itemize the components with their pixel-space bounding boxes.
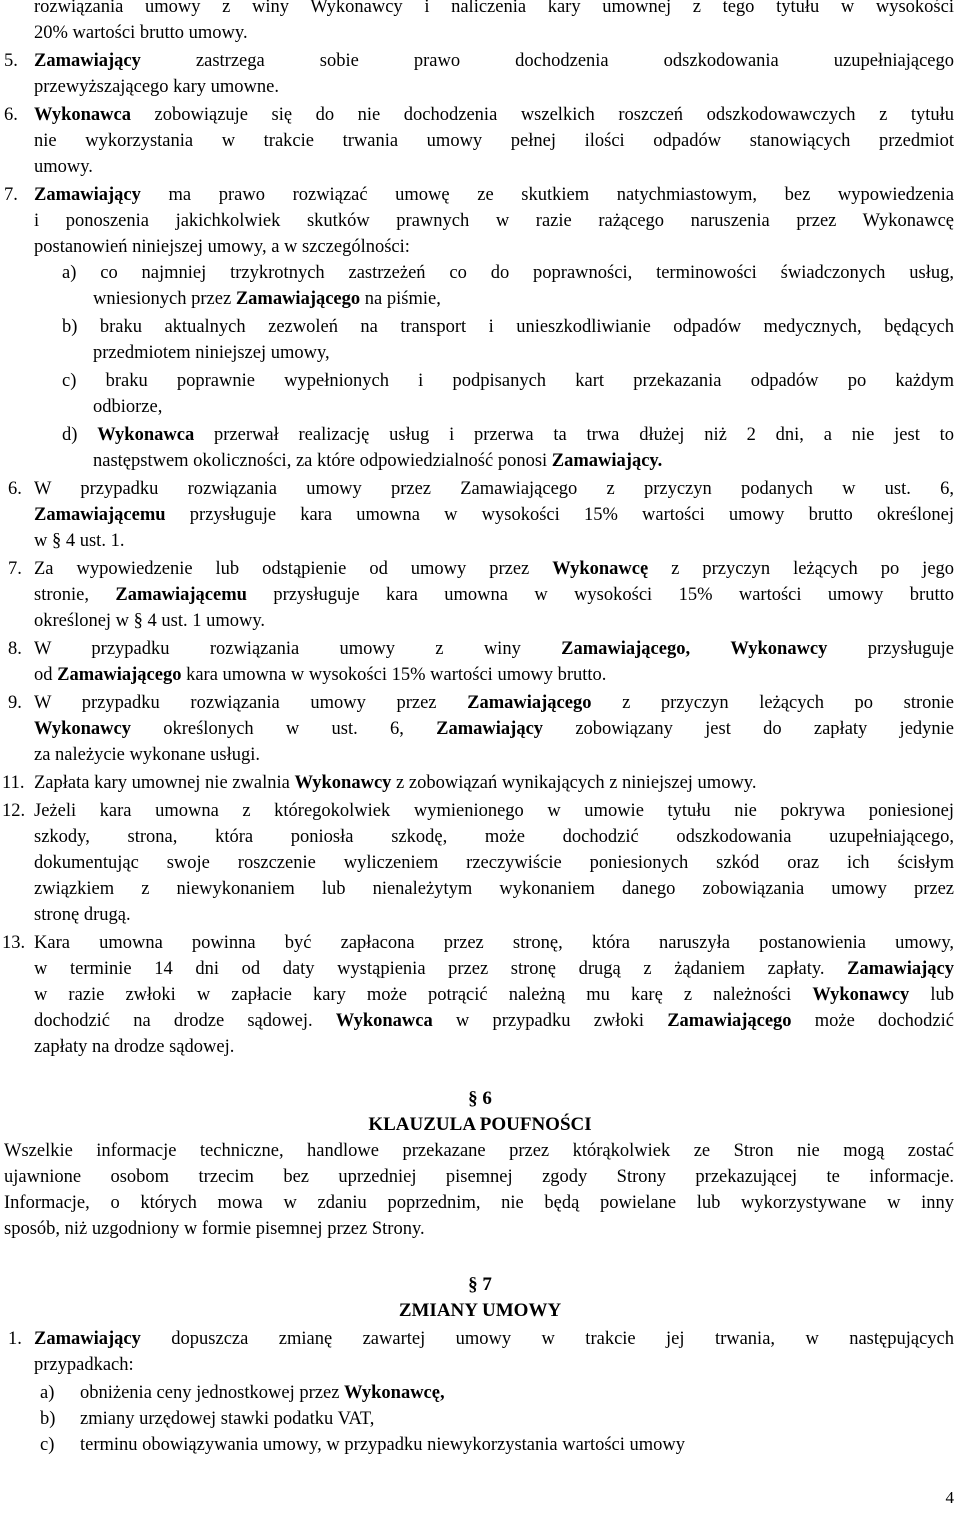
text-span: przysługuje kara umowna w wysokości 15% wartości umowy brutto xyxy=(273,585,955,605)
text-span: przypadkach: xyxy=(34,1355,134,1375)
text-span: W przypadku rozwiązania umowy przez Zamawiającego z przyczyn podanych w ust. 6, xyxy=(34,479,954,499)
text-span: zobowiązany jest do zapłaty jedynie xyxy=(575,719,955,739)
bold-term: Wykonawcy xyxy=(34,719,131,739)
text-span: w przypadku zwłoki xyxy=(455,1011,645,1031)
text-span: określonej w § 4 ust. 1 umowy. xyxy=(34,611,266,631)
text-line xyxy=(80,1432,685,1458)
bold-term: Wykonawcy xyxy=(730,639,828,659)
text-line xyxy=(4,1190,954,1216)
item-number: 6. xyxy=(8,479,22,499)
text-span: Kara umowna powinna być zapłacona przez stronę, która naruszyła postanowienia umowy, xyxy=(34,933,954,953)
bold-term: Zamawiającemu xyxy=(34,505,166,525)
text-span: W przypadku rozwiązania umowy przez xyxy=(34,693,437,713)
text-span: postanowień niniejszej umowy, a w szczególności: xyxy=(34,237,410,257)
text-span: następstwem okoliczności, za które odpowiedzialność ponosi xyxy=(93,451,548,471)
bold-term: Wykonawca xyxy=(335,1011,433,1031)
text-span: dochodzić na drodze sądowej. xyxy=(34,1011,313,1031)
text-line xyxy=(34,982,954,1008)
text-span: umowy. xyxy=(34,157,93,177)
bold-term: Zamawiającego xyxy=(667,1011,792,1031)
item-letter: a) xyxy=(40,1383,55,1403)
text-line xyxy=(34,690,954,716)
text-line xyxy=(34,636,954,662)
text-line xyxy=(34,182,954,208)
text-line xyxy=(34,234,410,260)
text-span: z przyczyn leżących po stronie xyxy=(622,693,955,713)
bold-term: Zamawiającemu xyxy=(115,585,247,605)
bold-term: Wykonawcę, xyxy=(344,1383,445,1403)
text-line xyxy=(80,1406,374,1432)
text-line xyxy=(34,528,124,554)
text-span: nie wykorzystania w trakcie trwania umowy pełnej ilości odpadów stanowiących przedmiot xyxy=(34,131,954,151)
text-line xyxy=(93,394,162,420)
text-line xyxy=(34,74,279,100)
text-line xyxy=(34,476,954,502)
bold-term: Wykonawcę xyxy=(552,559,649,579)
item-number: 13. xyxy=(2,933,26,953)
text-span: kara umowna w wysokości 15% wartości umowy brutto. xyxy=(186,665,607,685)
text-line xyxy=(4,1138,954,1164)
text-span: a) co najmniej trzykrotnych zastrzeżeń co do poprawności, terminowości świadczonych usług, xyxy=(62,263,954,283)
text-span: b) braku aktualnych zezwoleń na transport i unieszkodliwianie odpadów medycznych, będących xyxy=(62,317,954,337)
text-span: d) xyxy=(62,425,78,445)
text-span: z zobowiązań wynikających z niniejszej umowy. xyxy=(396,773,757,793)
text-line xyxy=(34,1326,954,1352)
text-span: terminu obowiązywania umowy, w przypadku niewykorzystania wartości umowy xyxy=(80,1435,686,1455)
item-number: 6. xyxy=(4,105,18,125)
bold-term: Zamawiającego, xyxy=(561,639,691,659)
text-line xyxy=(34,20,248,46)
text-span: wniesionych przez xyxy=(93,289,232,309)
text-span: 20% wartości brutto umowy. xyxy=(34,23,248,43)
text-line xyxy=(34,716,954,742)
text-span: dokumentując swoje roszczenie wyliczeniem rzeczywiście poniesionych szkód oraz ich ścisłym xyxy=(34,853,954,873)
item-number: 5. xyxy=(4,51,18,71)
text-span: Jeżeli kara umowna z któregokolwiek wymienionego w umowie tytułu nie pokrywa poniesionej xyxy=(34,801,954,821)
text-span: Zapłata kary umownej nie zwalnia xyxy=(34,773,290,793)
text-span: w terminie 14 dni od daty wystąpienia przez stronę drugą z żądaniem zapłaty. xyxy=(34,959,825,979)
text-line xyxy=(34,770,756,796)
text-span: odbiorze, xyxy=(93,397,163,417)
text-line xyxy=(62,260,954,286)
section-title: KLAUZULA POUFNOŚCI xyxy=(368,1114,592,1135)
item-number: 8. xyxy=(8,639,22,659)
bold-term: Wykonawcy xyxy=(812,985,910,1005)
item-number: 9. xyxy=(8,693,22,713)
text-line xyxy=(34,154,93,180)
bold-term: Zamawiającego xyxy=(57,665,182,685)
text-span: ma prawo rozwiązać umowę ze skutkiem natychmiastowym, bez wypowiedzenia xyxy=(168,185,954,205)
text-span: zobowiązuje się do nie dochodzenia wszelkich roszczeń odszkodowawczych z tytułu xyxy=(154,105,955,125)
text-span: sposób, niż uzgodniony w formie pisemnej przez Strony. xyxy=(4,1219,425,1239)
text-line xyxy=(34,824,954,850)
item-number: 11. xyxy=(2,773,25,793)
bold-term: Wykonawcy xyxy=(294,773,392,793)
item-number: 7. xyxy=(8,559,22,579)
text-span: od xyxy=(34,665,53,685)
section-title: ZMIANY UMOWY xyxy=(398,1300,562,1321)
item-number: 1. xyxy=(8,1329,22,1349)
text-span: może dochodzić xyxy=(814,1011,954,1031)
text-span: stronę drugą. xyxy=(34,905,131,925)
bold-term: Zamawiający xyxy=(34,51,141,71)
text-line xyxy=(34,128,954,154)
text-span: W przypadku rozwiązania umowy z winy xyxy=(34,639,521,659)
text-span: zastrzega sobie prawo dochodzenia odszkodowania uzupełniającego xyxy=(195,51,954,71)
text-line xyxy=(34,208,954,234)
page-number: 4 xyxy=(945,1488,954,1507)
text-line xyxy=(4,1164,954,1190)
section-heading: § 7 xyxy=(468,1274,492,1295)
bold-term: Wykonawca xyxy=(97,425,195,445)
text-line xyxy=(93,286,441,312)
section-heading: § 6 xyxy=(468,1088,492,1109)
bold-term: Zamawiający. xyxy=(551,451,663,471)
text-span: za należycie wykonane usługi. xyxy=(34,745,261,765)
item-letter: c) xyxy=(40,1435,55,1455)
text-span: szkody, strona, która poniosła szkodę, może dochodzić odszkodowania uzupełniającego, xyxy=(34,827,954,847)
text-line xyxy=(34,502,954,528)
text-line xyxy=(34,850,954,876)
text-span: przysługuje kara umowna w wysokości 15% wartości umowy brutto określonej xyxy=(189,505,954,525)
bold-term: Zamawiającego xyxy=(467,693,592,713)
text-span: na piśmie, xyxy=(364,289,441,309)
text-line xyxy=(93,340,330,366)
item-letter: b) xyxy=(40,1409,56,1429)
text-line xyxy=(34,608,265,634)
text-span: zapłaty na drodze sądowej. xyxy=(34,1037,235,1057)
text-line xyxy=(34,102,954,128)
text-span: przedmiotem niniejszej umowy, xyxy=(93,343,330,363)
text-span: rozwiązania umowy z winy Wykonawcy i naliczenia kary umownej z tego tytułu w wysokości xyxy=(34,0,954,17)
text-span: przerwał realizację usług i przerwa ta trwa dłużej niż 2 dni, a nie jest to xyxy=(214,425,955,445)
bold-term: Zamawiający xyxy=(436,719,544,739)
text-line xyxy=(34,876,954,902)
text-span: dopuszcza zmianę zawartej umowy w trakcie jej trwania, w następujących xyxy=(171,1329,955,1349)
bold-term: Zamawiający xyxy=(34,1329,141,1349)
text-span: Informacje, o których mowa w zdaniu poprzednim, nie będą powielane lub wykorzystywane w inny xyxy=(4,1193,954,1213)
text-line xyxy=(34,1034,234,1060)
text-span: i ponoszenia jakichkolwiek skutków prawnych w razie rażącego naruszenia przez Wykonawcę xyxy=(34,211,954,231)
text-line xyxy=(4,1216,425,1242)
text-line xyxy=(34,742,260,768)
text-line xyxy=(34,662,606,688)
text-line xyxy=(34,582,954,608)
item-number: 12. xyxy=(2,801,26,821)
text-span: stronie, xyxy=(34,585,89,605)
text-span: c) braku poprawnie wypełnionych i podpisanych kart przekazania odpadów po każdym xyxy=(62,371,954,391)
text-span: określonych w ust. 6, xyxy=(163,719,404,739)
text-line xyxy=(62,422,954,448)
text-span: w razie zwłoki w zapłacie kary może potrącić należną mu karę z należności xyxy=(34,985,792,1005)
bold-term: Zamawiający xyxy=(34,185,141,205)
text-span: przysługuje xyxy=(867,639,955,659)
text-line xyxy=(62,368,954,394)
text-line xyxy=(62,314,954,340)
text-line xyxy=(34,1352,134,1378)
text-span: Za wypowiedzenie lub odstąpienie od umowy przez xyxy=(34,559,530,579)
text-span: z przyczyn leżących po jego xyxy=(671,559,955,579)
text-span: w § 4 ust. 1. xyxy=(34,531,125,551)
text-line xyxy=(93,448,662,474)
text-span: związkiem z niewykonaniem lub nienależytym wykonaniem danego zobowiązania umowy przez xyxy=(34,879,954,899)
bold-term: Zamawiający xyxy=(847,959,955,979)
text-span: przewyższającego kary umowne. xyxy=(34,77,280,97)
text-line xyxy=(80,1380,445,1406)
text-line xyxy=(34,930,954,956)
text-line xyxy=(34,556,954,582)
item-number: 7. xyxy=(4,185,18,205)
text-line xyxy=(34,0,954,20)
text-span: lub xyxy=(930,985,955,1005)
text-line xyxy=(34,798,954,824)
text-span: zmiany urzędowej stawki podatku VAT, xyxy=(80,1409,375,1429)
text-span: obniżenia ceny jednostkowej przez xyxy=(80,1383,340,1403)
text-line xyxy=(34,956,954,982)
text-line xyxy=(34,1008,954,1034)
bold-term: Zamawiającego xyxy=(235,289,361,309)
text-span: ujawnione osobom trzecim bez uprzedniej pisemnej zgody Strony przekazującej te informacje. xyxy=(4,1167,954,1187)
text-span: Wszelkie informacje techniczne, handlowe przekazane przez którąkolwiek ze Stron nie mogą zostać xyxy=(4,1141,954,1161)
text-line xyxy=(34,902,131,928)
text-line xyxy=(34,48,954,74)
bold-term: Wykonawca xyxy=(34,105,131,125)
